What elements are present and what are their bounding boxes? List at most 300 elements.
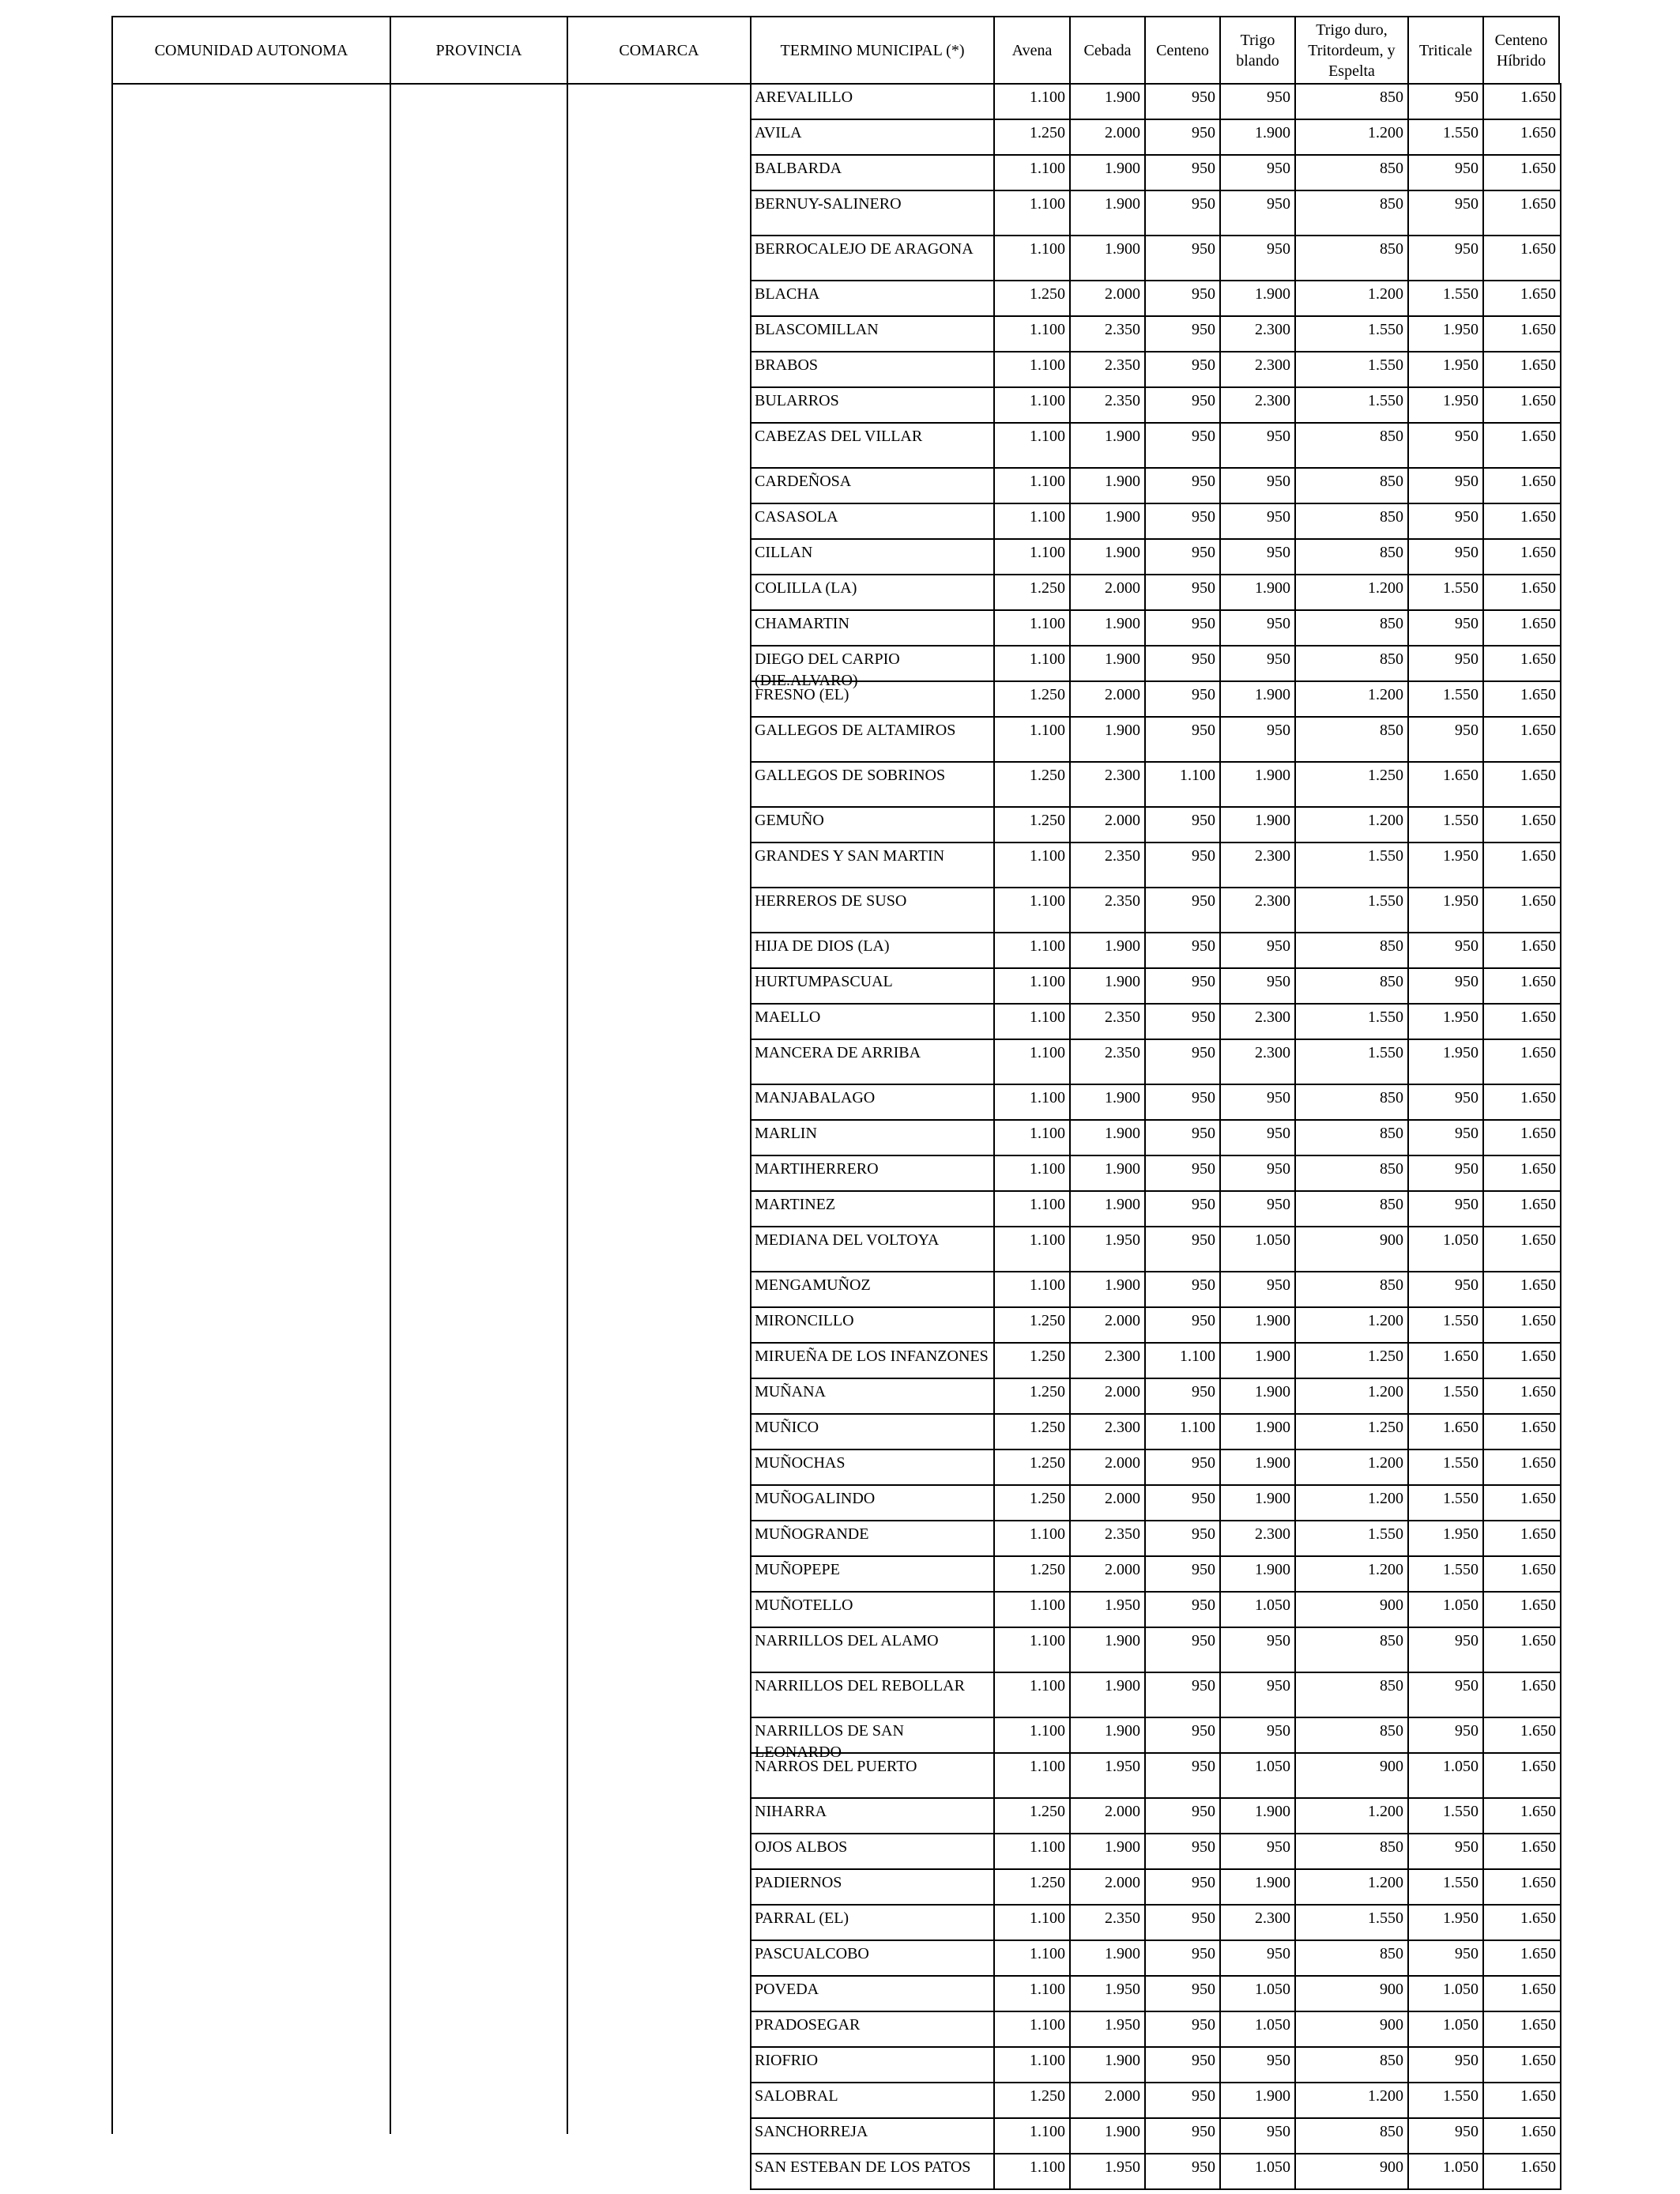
cell-trigo-blando: 1.900 — [1219, 1484, 1296, 1521]
cell-avena: 1.100 — [993, 1904, 1071, 1941]
cell-triticale: 950 — [1407, 190, 1484, 236]
cell-centeno: 950 — [1144, 1039, 1221, 1085]
cell-cebada: 1.900 — [1069, 1717, 1146, 1754]
cell-cebada: 2.000 — [1069, 806, 1146, 843]
cell-municipio: AREVALILLO — [750, 83, 995, 120]
cell-municipio: MUÑANA — [750, 1378, 995, 1415]
cell-trigo-duro: 1.200 — [1294, 1868, 1409, 1906]
cell-triticale: 950 — [1407, 1833, 1484, 1870]
cell-triticale: 1.950 — [1407, 887, 1484, 933]
cell-trigo-duro: 850 — [1294, 1672, 1409, 1718]
cell-triticale: 1.950 — [1407, 1039, 1484, 1085]
cell-triticale: 1.950 — [1407, 386, 1484, 424]
cell-avena: 1.100 — [993, 154, 1071, 191]
cell-centeno-hibrido: 1.650 — [1482, 761, 1561, 808]
cell-centeno: 950 — [1144, 315, 1221, 352]
cell-triticale: 1.650 — [1407, 761, 1484, 808]
cell-avena: 1.250 — [993, 1449, 1071, 1486]
cell-centeno-hibrido: 1.650 — [1482, 1627, 1561, 1673]
cell-municipio: CILLAN — [750, 538, 995, 575]
cell-avena: 1.250 — [993, 761, 1071, 808]
cell-centeno-hibrido: 1.650 — [1482, 1484, 1561, 1521]
cell-avena: 1.250 — [993, 806, 1071, 843]
cell-centeno: 950 — [1144, 467, 1221, 504]
cell-trigo-duro: 1.200 — [1294, 280, 1409, 317]
cell-trigo-duro: 1.250 — [1294, 1413, 1409, 1450]
cell-trigo-duro: 850 — [1294, 154, 1409, 191]
cell-triticale: 1.050 — [1407, 2153, 1484, 2190]
cell-trigo-duro: 850 — [1294, 1940, 1409, 1977]
cell-municipio: PASCUALCOBO — [750, 1940, 995, 1977]
cell-trigo-duro: 850 — [1294, 1833, 1409, 1870]
cell-trigo-blando: 2.300 — [1219, 1039, 1296, 1085]
cell-trigo-duro: 1.550 — [1294, 1039, 1409, 1085]
cell-centeno-hibrido: 1.650 — [1482, 1039, 1561, 1085]
cell-triticale: 1.950 — [1407, 1003, 1484, 1040]
cell-avena: 1.100 — [993, 2046, 1071, 2083]
cell-trigo-duro: 1.200 — [1294, 680, 1409, 718]
cell-trigo-blando: 950 — [1219, 467, 1296, 504]
cell-cebada: 2.000 — [1069, 1868, 1146, 1906]
cell-cebada: 1.900 — [1069, 503, 1146, 540]
cell-avena: 1.250 — [993, 1868, 1071, 1906]
cell-cebada: 1.900 — [1069, 716, 1146, 763]
cell-trigo-duro: 1.200 — [1294, 1449, 1409, 1486]
cell-trigo-duro: 1.200 — [1294, 1555, 1409, 1593]
cell-centeno: 950 — [1144, 1833, 1221, 1870]
cell-centeno: 950 — [1144, 1226, 1221, 1272]
cell-triticale: 1.550 — [1407, 1484, 1484, 1521]
cell-trigo-blando: 1.900 — [1219, 1306, 1296, 1344]
cell-cebada: 1.950 — [1069, 1591, 1146, 1628]
cell-cebada: 2.350 — [1069, 1003, 1146, 1040]
cell-trigo-duro: 1.200 — [1294, 1378, 1409, 1415]
cell-cebada: 1.950 — [1069, 1752, 1146, 1799]
cell-cebada: 1.900 — [1069, 538, 1146, 575]
cell-trigo-blando: 2.300 — [1219, 1520, 1296, 1557]
cell-triticale: 950 — [1407, 1155, 1484, 1192]
cell-centeno: 950 — [1144, 1672, 1221, 1718]
cell-centeno-hibrido: 1.650 — [1482, 2153, 1561, 2190]
cell-triticale: 950 — [1407, 609, 1484, 647]
cell-centeno: 950 — [1144, 1940, 1221, 1977]
cell-centeno: 950 — [1144, 235, 1221, 281]
cell-centeno-hibrido: 1.650 — [1482, 280, 1561, 317]
cell-trigo-blando: 950 — [1219, 190, 1296, 236]
cell-centeno-hibrido: 1.650 — [1482, 1306, 1561, 1344]
cell-centeno: 950 — [1144, 1868, 1221, 1906]
cell-centeno: 950 — [1144, 386, 1221, 424]
cell-cebada: 2.350 — [1069, 1520, 1146, 1557]
cell-avena: 1.100 — [993, 190, 1071, 236]
cell-trigo-duro: 850 — [1294, 609, 1409, 647]
cell-avena: 1.250 — [993, 574, 1071, 611]
cell-triticale: 950 — [1407, 1940, 1484, 1977]
cell-centeno: 950 — [1144, 932, 1221, 969]
column-line-comunidad — [111, 83, 113, 2134]
cell-centeno: 950 — [1144, 1449, 1221, 1486]
cell-municipio: BRABOS — [750, 351, 995, 388]
cell-trigo-duro: 900 — [1294, 1975, 1409, 2012]
cell-centeno-hibrido: 1.650 — [1482, 1226, 1561, 1272]
header-termino-municipal: TERMINO MUNICIPAL (*) — [750, 16, 995, 85]
cell-trigo-blando: 950 — [1219, 2117, 1296, 2154]
header-comarca: COMARCA — [567, 16, 751, 85]
cell-triticale: 950 — [1407, 2117, 1484, 2154]
cell-cebada: 1.900 — [1069, 1271, 1146, 1308]
cell-trigo-blando: 950 — [1219, 1940, 1296, 1977]
cell-trigo-blando: 1.900 — [1219, 1868, 1296, 1906]
cell-municipio: MARLIN — [750, 1119, 995, 1156]
cell-centeno-hibrido: 1.650 — [1482, 842, 1561, 888]
cell-triticale: 1.550 — [1407, 806, 1484, 843]
cell-avena: 1.250 — [993, 1378, 1071, 1415]
cell-triticale: 950 — [1407, 1672, 1484, 1718]
cell-centeno-hibrido: 1.650 — [1482, 887, 1561, 933]
cell-trigo-blando: 950 — [1219, 1119, 1296, 1156]
cell-trigo-duro: 1.550 — [1294, 1003, 1409, 1040]
cell-centeno-hibrido: 1.650 — [1482, 716, 1561, 763]
cell-trigo-blando: 2.300 — [1219, 1003, 1296, 1040]
cell-trigo-blando: 1.900 — [1219, 1378, 1296, 1415]
cell-avena: 1.100 — [993, 386, 1071, 424]
cell-trigo-blando: 950 — [1219, 716, 1296, 763]
cell-cebada: 1.900 — [1069, 1627, 1146, 1673]
cell-trigo-duro: 1.250 — [1294, 1342, 1409, 1379]
cell-trigo-blando: 950 — [1219, 154, 1296, 191]
cell-centeno-hibrido: 1.650 — [1482, 680, 1561, 718]
cell-avena: 1.100 — [993, 1271, 1071, 1308]
cell-trigo-blando: 950 — [1219, 235, 1296, 281]
cell-centeno: 950 — [1144, 842, 1221, 888]
cell-municipio: GRANDES Y SAN MARTIN — [750, 842, 995, 888]
cell-centeno: 950 — [1144, 2153, 1221, 2190]
cell-centeno-hibrido: 1.650 — [1482, 1833, 1561, 1870]
cell-centeno: 950 — [1144, 1378, 1221, 1415]
cell-trigo-duro: 850 — [1294, 1119, 1409, 1156]
cell-trigo-duro: 850 — [1294, 422, 1409, 469]
cell-trigo-duro: 1.550 — [1294, 887, 1409, 933]
cell-cebada: 1.900 — [1069, 1672, 1146, 1718]
cell-trigo-duro: 850 — [1294, 716, 1409, 763]
cell-municipio: POVEDA — [750, 1975, 995, 2012]
cell-trigo-blando: 2.300 — [1219, 351, 1296, 388]
cell-centeno-hibrido: 1.650 — [1482, 235, 1561, 281]
cell-trigo-blando: 1.900 — [1219, 806, 1296, 843]
cell-trigo-blando: 950 — [1219, 932, 1296, 969]
cell-centeno-hibrido: 1.650 — [1482, 1797, 1561, 1834]
cell-centeno: 950 — [1144, 806, 1221, 843]
cell-triticale: 1.950 — [1407, 842, 1484, 888]
cell-trigo-duro: 850 — [1294, 1084, 1409, 1121]
cell-trigo-duro: 850 — [1294, 2117, 1409, 2154]
cell-triticale: 950 — [1407, 154, 1484, 191]
cell-triticale: 950 — [1407, 538, 1484, 575]
cell-cebada: 1.900 — [1069, 967, 1146, 1005]
cell-cebada: 2.000 — [1069, 1555, 1146, 1593]
cell-centeno: 1.100 — [1144, 1342, 1221, 1379]
cell-centeno: 950 — [1144, 1306, 1221, 1344]
cell-municipio: MANCERA DE ARRIBA — [750, 1039, 995, 1085]
cell-avena: 1.100 — [993, 645, 1071, 682]
cell-centeno-hibrido: 1.650 — [1482, 1413, 1561, 1450]
cell-cebada: 1.900 — [1069, 1119, 1146, 1156]
cell-triticale: 1.550 — [1407, 1378, 1484, 1415]
cell-centeno: 950 — [1144, 1555, 1221, 1593]
cell-trigo-duro: 1.200 — [1294, 1797, 1409, 1834]
cell-municipio: NARRILLOS DEL REBOLLAR — [750, 1672, 995, 1718]
cell-municipio: MENGAMUÑOZ — [750, 1271, 995, 1308]
cell-centeno-hibrido: 1.650 — [1482, 1271, 1561, 1308]
cell-cebada: 2.350 — [1069, 842, 1146, 888]
cell-triticale: 950 — [1407, 1717, 1484, 1754]
cell-municipio: HIJA DE DIOS (LA) — [750, 932, 995, 969]
cell-trigo-blando: 1.900 — [1219, 1413, 1296, 1450]
cell-avena: 1.100 — [993, 2011, 1071, 2048]
cell-triticale: 1.550 — [1407, 680, 1484, 718]
cell-centeno-hibrido: 1.650 — [1482, 503, 1561, 540]
cell-municipio: MUÑOGALINDO — [750, 1484, 995, 1521]
cell-cebada: 1.900 — [1069, 154, 1146, 191]
cell-centeno-hibrido: 1.650 — [1482, 1868, 1561, 1906]
cell-trigo-blando: 2.300 — [1219, 386, 1296, 424]
cell-trigo-duro: 900 — [1294, 2011, 1409, 2048]
cell-cebada: 1.900 — [1069, 1940, 1146, 1977]
header-trigo-blando: Trigo blando — [1219, 16, 1296, 85]
cell-centeno-hibrido: 1.650 — [1482, 315, 1561, 352]
cell-triticale: 950 — [1407, 967, 1484, 1005]
cell-cebada: 2.000 — [1069, 119, 1146, 156]
cell-trigo-duro: 1.250 — [1294, 761, 1409, 808]
cell-municipio: MUÑOCHAS — [750, 1449, 995, 1486]
cell-cebada: 1.900 — [1069, 1155, 1146, 1192]
cell-municipio: PARRAL (EL) — [750, 1904, 995, 1941]
cell-trigo-duro: 1.200 — [1294, 574, 1409, 611]
cell-trigo-duro: 1.550 — [1294, 386, 1409, 424]
cell-triticale: 950 — [1407, 1119, 1484, 1156]
cell-trigo-blando: 950 — [1219, 1271, 1296, 1308]
cell-trigo-blando: 1.900 — [1219, 1797, 1296, 1834]
cell-avena: 1.100 — [993, 1226, 1071, 1272]
cell-cebada: 1.900 — [1069, 1833, 1146, 1870]
cell-centeno-hibrido: 1.650 — [1482, 2011, 1561, 2048]
cell-trigo-blando: 950 — [1219, 1155, 1296, 1192]
cell-municipio: CASASOLA — [750, 503, 995, 540]
cell-centeno-hibrido: 1.650 — [1482, 422, 1561, 469]
cell-municipio: HERREROS DE SUSO — [750, 887, 995, 933]
cell-centeno: 950 — [1144, 2117, 1221, 2154]
cell-trigo-duro: 1.200 — [1294, 806, 1409, 843]
cell-trigo-blando: 950 — [1219, 609, 1296, 647]
cell-cebada: 1.950 — [1069, 2153, 1146, 2190]
cell-avena: 1.100 — [993, 609, 1071, 647]
cell-triticale: 950 — [1407, 83, 1484, 120]
cell-centeno: 950 — [1144, 1591, 1221, 1628]
cell-trigo-duro: 1.200 — [1294, 1484, 1409, 1521]
cell-centeno: 950 — [1144, 154, 1221, 191]
cell-municipio: BULARROS — [750, 386, 995, 424]
cell-trigo-blando: 1.900 — [1219, 280, 1296, 317]
cell-centeno-hibrido: 1.650 — [1482, 1190, 1561, 1227]
cell-triticale: 950 — [1407, 1627, 1484, 1673]
cell-centeno-hibrido: 1.650 — [1482, 1752, 1561, 1799]
cell-centeno-hibrido: 1.650 — [1482, 190, 1561, 236]
cell-trigo-blando: 950 — [1219, 967, 1296, 1005]
cell-cebada: 1.900 — [1069, 235, 1146, 281]
cell-triticale: 950 — [1407, 1190, 1484, 1227]
cell-municipio: PADIERNOS — [750, 1868, 995, 1906]
cell-trigo-duro: 850 — [1294, 932, 1409, 969]
cell-centeno-hibrido: 1.650 — [1482, 1003, 1561, 1040]
cell-avena: 1.100 — [993, 967, 1071, 1005]
cell-centeno: 950 — [1144, 1797, 1221, 1834]
cell-trigo-duro: 850 — [1294, 1155, 1409, 1192]
cell-trigo-duro: 850 — [1294, 2046, 1409, 2083]
cell-municipio: NARROS DEL PUERTO — [750, 1752, 995, 1799]
cell-cebada: 2.000 — [1069, 1306, 1146, 1344]
cell-triticale: 1.950 — [1407, 315, 1484, 352]
cell-cebada: 1.900 — [1069, 645, 1146, 682]
cell-municipio: BALBARDA — [750, 154, 995, 191]
cell-trigo-blando: 950 — [1219, 1833, 1296, 1870]
cell-avena: 1.100 — [993, 422, 1071, 469]
cell-triticale: 950 — [1407, 503, 1484, 540]
cell-centeno-hibrido: 1.650 — [1482, 83, 1561, 120]
cell-trigo-blando: 1.900 — [1219, 1555, 1296, 1593]
cell-triticale: 950 — [1407, 467, 1484, 504]
cell-centeno: 950 — [1144, 538, 1221, 575]
cell-cebada: 2.000 — [1069, 2082, 1146, 2119]
cell-centeno-hibrido: 1.650 — [1482, 1591, 1561, 1628]
cell-centeno: 950 — [1144, 2082, 1221, 2119]
cell-avena: 1.100 — [993, 2117, 1071, 2154]
cell-centeno: 950 — [1144, 716, 1221, 763]
cell-municipio: RIOFRIO — [750, 2046, 995, 2083]
cell-centeno: 950 — [1144, 280, 1221, 317]
cell-centeno: 950 — [1144, 2046, 1221, 2083]
cell-trigo-blando: 1.900 — [1219, 2082, 1296, 2119]
cell-municipio: HURTUMPASCUAL — [750, 967, 995, 1005]
cell-trigo-duro: 850 — [1294, 1190, 1409, 1227]
cell-centeno: 950 — [1144, 1752, 1221, 1799]
cell-cebada: 2.350 — [1069, 386, 1146, 424]
cell-cebada: 1.900 — [1069, 1084, 1146, 1121]
cell-trigo-blando: 950 — [1219, 1627, 1296, 1673]
cell-municipio: DIEGO DEL CARPIO (DIE.ALVARO) — [750, 645, 995, 682]
cell-avena: 1.100 — [993, 1520, 1071, 1557]
cell-avena: 1.100 — [993, 2153, 1071, 2190]
column-line-provincia — [390, 83, 391, 2134]
cell-trigo-blando: 1.900 — [1219, 1342, 1296, 1379]
cell-trigo-blando: 1.900 — [1219, 574, 1296, 611]
cell-trigo-duro: 900 — [1294, 1226, 1409, 1272]
cell-avena: 1.100 — [993, 1119, 1071, 1156]
cell-centeno-hibrido: 1.650 — [1482, 609, 1561, 647]
cell-municipio: MUÑOPEPE — [750, 1555, 995, 1593]
cell-trigo-blando: 950 — [1219, 503, 1296, 540]
cell-triticale: 950 — [1407, 932, 1484, 969]
cell-trigo-duro: 900 — [1294, 1752, 1409, 1799]
cell-avena: 1.250 — [993, 1306, 1071, 1344]
cell-trigo-blando: 950 — [1219, 83, 1296, 120]
cell-trigo-blando: 1.900 — [1219, 119, 1296, 156]
cell-centeno-hibrido: 1.650 — [1482, 932, 1561, 969]
cell-avena: 1.250 — [993, 1797, 1071, 1834]
header-comunidad-autonoma: COMUNIDAD AUTONOMA — [111, 16, 391, 85]
cell-avena: 1.100 — [993, 351, 1071, 388]
cell-triticale: 1.550 — [1407, 1306, 1484, 1344]
cell-avena: 1.100 — [993, 83, 1071, 120]
cell-centeno: 950 — [1144, 1717, 1221, 1754]
cell-avena: 1.100 — [993, 1039, 1071, 1085]
cell-trigo-duro: 850 — [1294, 503, 1409, 540]
cell-centeno: 950 — [1144, 1627, 1221, 1673]
cell-trigo-duro: 850 — [1294, 235, 1409, 281]
cell-centeno-hibrido: 1.650 — [1482, 467, 1561, 504]
cell-triticale: 950 — [1407, 716, 1484, 763]
cell-trigo-blando: 1.900 — [1219, 680, 1296, 718]
cell-centeno-hibrido: 1.650 — [1482, 1904, 1561, 1941]
cell-triticale: 1.550 — [1407, 574, 1484, 611]
header-trigo-duro: Trigo duro, Tritordeum, y Espelta — [1294, 16, 1409, 85]
cell-cebada: 2.350 — [1069, 315, 1146, 352]
cell-centeno-hibrido: 1.650 — [1482, 154, 1561, 191]
cell-centeno-hibrido: 1.650 — [1482, 1449, 1561, 1486]
cell-triticale: 1.550 — [1407, 1555, 1484, 1593]
cell-cebada: 2.000 — [1069, 680, 1146, 718]
cell-trigo-duro: 850 — [1294, 1271, 1409, 1308]
cell-cebada: 2.350 — [1069, 887, 1146, 933]
cell-municipio: MAELLO — [750, 1003, 995, 1040]
cell-triticale: 1.650 — [1407, 1413, 1484, 1450]
cell-avena: 1.100 — [993, 1833, 1071, 1870]
cell-cebada: 2.300 — [1069, 761, 1146, 808]
cell-trigo-duro: 1.550 — [1294, 1520, 1409, 1557]
cell-triticale: 1.950 — [1407, 1904, 1484, 1941]
cell-centeno: 950 — [1144, 503, 1221, 540]
cell-cebada: 1.900 — [1069, 2046, 1146, 2083]
cell-avena: 1.100 — [993, 235, 1071, 281]
cell-cebada: 2.000 — [1069, 1378, 1146, 1415]
cell-centeno: 1.100 — [1144, 761, 1221, 808]
cell-municipio: BERROCALEJO DE ARAGONA — [750, 235, 995, 281]
cell-centeno-hibrido: 1.650 — [1482, 574, 1561, 611]
cell-trigo-duro: 850 — [1294, 645, 1409, 682]
cell-centeno-hibrido: 1.650 — [1482, 1155, 1561, 1192]
cell-municipio: CARDEÑOSA — [750, 467, 995, 504]
cell-avena: 1.100 — [993, 1975, 1071, 2012]
cell-triticale: 1.950 — [1407, 1520, 1484, 1557]
cell-trigo-blando: 950 — [1219, 645, 1296, 682]
cell-municipio: FRESNO (EL) — [750, 680, 995, 718]
cell-centeno-hibrido: 1.650 — [1482, 1119, 1561, 1156]
cell-centeno-hibrido: 1.650 — [1482, 1555, 1561, 1593]
cell-municipio: MARTIHERRERO — [750, 1155, 995, 1192]
cell-cebada: 1.900 — [1069, 190, 1146, 236]
cell-avena: 1.100 — [993, 467, 1071, 504]
cell-trigo-duro: 1.550 — [1294, 1904, 1409, 1941]
cell-cebada: 1.950 — [1069, 1226, 1146, 1272]
cell-centeno-hibrido: 1.650 — [1482, 1378, 1561, 1415]
column-line-comarca — [567, 83, 568, 2134]
cell-centeno-hibrido: 1.650 — [1482, 1342, 1561, 1379]
cell-trigo-duro: 1.200 — [1294, 119, 1409, 156]
cell-triticale: 1.550 — [1407, 1797, 1484, 1834]
cell-avena: 1.100 — [993, 1717, 1071, 1754]
cell-triticale: 1.050 — [1407, 2011, 1484, 2048]
cell-avena: 1.250 — [993, 2082, 1071, 2119]
cell-municipio: PRADOSEGAR — [750, 2011, 995, 2048]
